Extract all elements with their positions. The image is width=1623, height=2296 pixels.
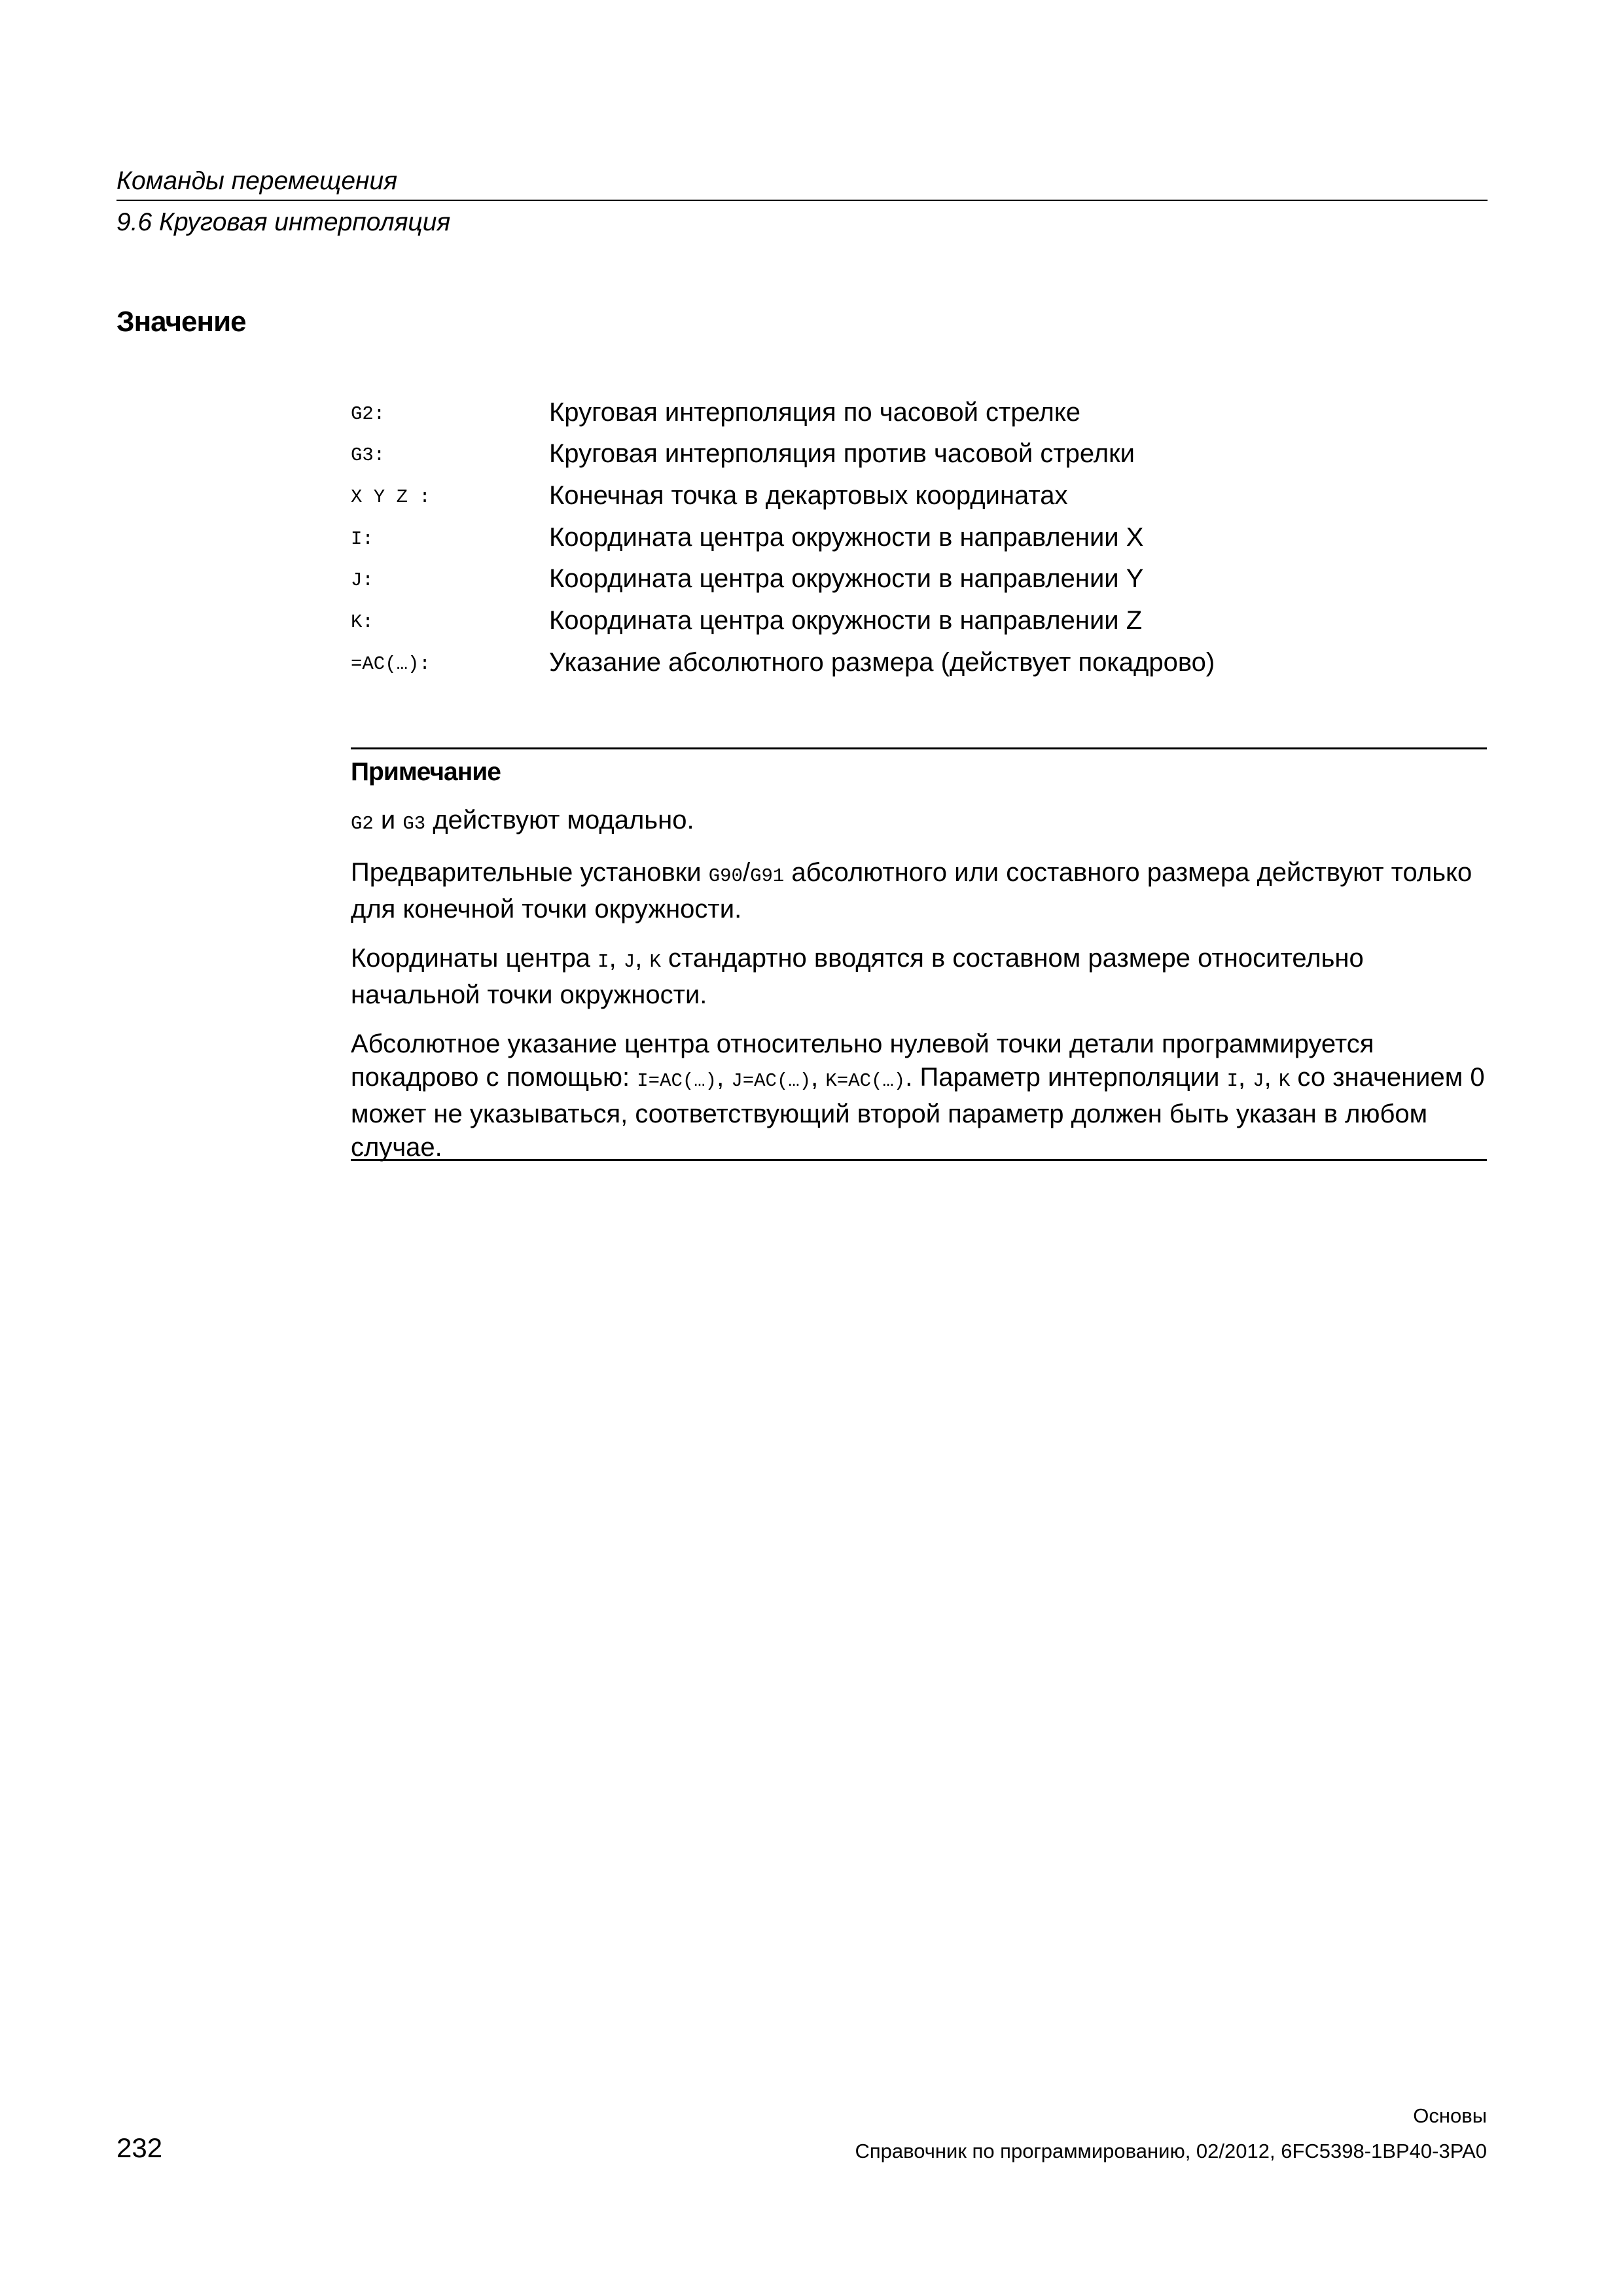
note-text: , [1238, 1063, 1253, 1092]
parameter-row [0, 559, 1623, 598]
note-title: Примечание [351, 758, 501, 786]
section-title: Значение [116, 306, 246, 338]
code-g91: G91 [750, 865, 785, 887]
parameter-key: I: [351, 528, 374, 550]
note-paragraph-modal [351, 804, 1487, 840]
code-k: K [1278, 1070, 1291, 1092]
parameter-row [0, 601, 1623, 640]
parameter-description: Круговая интерполяция против часовой стрелки [549, 439, 1135, 468]
note-text: , [635, 944, 650, 973]
note-text: и [373, 806, 403, 834]
code-j: J [1253, 1070, 1264, 1092]
parameter-description: Конечная точка в декартовых координатах [549, 481, 1068, 510]
footer-reference: Справочник по программированию, 02/2012, 6FC5398-1BP40-3PA0 [855, 2140, 1487, 2162]
note-text: . Параметр интерполяции [905, 1063, 1227, 1092]
parameter-row [0, 643, 1623, 682]
parameter-description: Указание абсолютного размера (действует покадрово) [549, 648, 1215, 677]
parameter-description: Координата центра окружности в направлении X [549, 523, 1144, 552]
note-bottom-rule [351, 1159, 1487, 1161]
note-top-rule [351, 747, 1487, 749]
parameter-description: Координата центра окружности в направлении Y [549, 564, 1144, 593]
code-i: I [1226, 1070, 1238, 1092]
parameter-row [0, 393, 1623, 432]
note-text: действуют модально. [425, 806, 694, 834]
note-text: , [717, 1063, 732, 1092]
note-text: , [1264, 1063, 1279, 1092]
note-text: Координаты центра [351, 944, 598, 973]
parameter-key: G3: [351, 444, 385, 466]
code-i-ac: I=AC(…) [637, 1070, 717, 1092]
code-j-ac: J=AC(…) [731, 1070, 812, 1092]
parameter-key: J: [351, 569, 374, 591]
page-number: 232 [116, 2132, 163, 2163]
parameter-row [0, 518, 1623, 557]
code-g90: G90 [708, 865, 743, 887]
parameter-row [0, 434, 1623, 473]
parameter-key: X Y Z : [351, 486, 431, 508]
code-g2: G2 [351, 813, 374, 834]
note-text: , [609, 944, 624, 973]
note-text: Абсолютное указание центра относительно нулевой точки детали программируется покадрово с помощью: [351, 1030, 1374, 1092]
running-header-section: 9.6 Круговая интерполяция [116, 208, 451, 236]
parameter-key: K: [351, 611, 374, 633]
note-paragraph-center-coords [351, 942, 1487, 1012]
note-text: , [811, 1063, 826, 1092]
parameter-description: Координата центра окружности в направлении Z [549, 606, 1143, 635]
note-body [351, 804, 1487, 1180]
code-k: K [649, 951, 661, 973]
parameter-key: =AC(…): [351, 653, 431, 675]
code-i: I [597, 951, 609, 973]
note-text: со значением 0 может не указываться, соответствующий второй параметр должен быть указан в любом случае. [351, 1063, 1485, 1162]
code-g3: G3 [402, 813, 426, 834]
running-header-chapter: Команды перемещения [116, 167, 398, 195]
note-text: стандартно вводятся в составном размере относительно начальной точки окружности. [351, 944, 1364, 1009]
code-j: J [623, 951, 635, 973]
parameter-key: G2: [351, 403, 385, 425]
header-divider [116, 200, 1488, 201]
note-text: / [742, 858, 751, 887]
note-paragraph-absolute-center [351, 1028, 1487, 1164]
note-paragraph-presets [351, 856, 1487, 926]
footer-book-title: Основы [1413, 2104, 1487, 2127]
note-text: Предварительные установки [351, 858, 709, 887]
note-text: абсолютного или составного размера действуют только для конечной точки окружности. [351, 858, 1472, 924]
parameter-description: Круговая интерполяция по часовой стрелке [549, 398, 1081, 427]
parameter-row [0, 476, 1623, 515]
code-k-ac: K=AC(…) [825, 1070, 906, 1092]
